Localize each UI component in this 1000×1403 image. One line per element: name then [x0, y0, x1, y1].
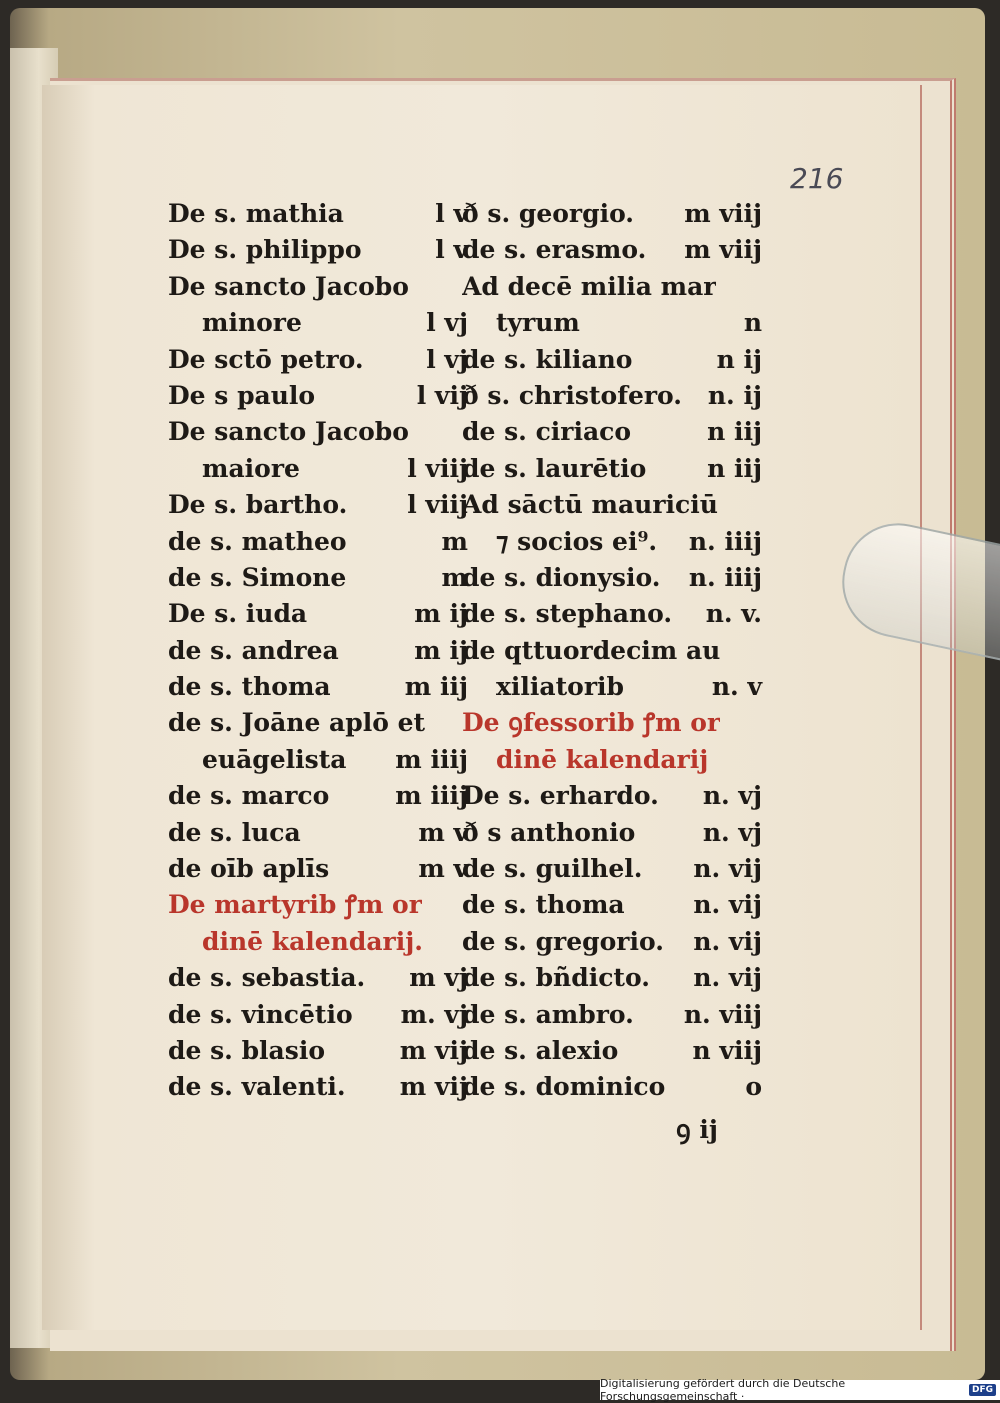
entry-folio-ref: l vj: [426, 308, 468, 338]
right-entry: [462, 378, 762, 414]
right-entry: [462, 924, 762, 960]
left-entry: [168, 524, 468, 560]
right-entry: [462, 269, 762, 305]
entry-folio-ref: m: [441, 526, 468, 556]
entry-folio-ref: n iij: [707, 417, 762, 447]
entry-label: maiore: [202, 453, 300, 483]
entry-folio-ref: n viij: [692, 1035, 762, 1065]
digitization-credit: [600, 1377, 1000, 1403]
entry-label: de s. blasio: [168, 1035, 325, 1065]
left-entry: [168, 269, 468, 305]
entry-label: de oīb aplīs: [168, 854, 330, 884]
entry-label: euāgelista: [202, 744, 347, 774]
entry-label: De sancto Jacobo: [168, 271, 409, 301]
entry-label: de qttuordecim au: [462, 635, 721, 665]
left-entry: [168, 1069, 468, 1105]
entry-label: de s. laurētio: [462, 453, 647, 483]
right-rubric-heading: [462, 705, 762, 741]
left-entry: [168, 487, 468, 523]
left-rubric-heading: [168, 924, 468, 960]
left-entry: [168, 633, 468, 669]
entry-label: de s. stephano.: [462, 599, 673, 629]
right-entry: [462, 633, 762, 669]
entry-label: minore: [202, 308, 302, 338]
dfg-logo: DFG: [969, 1384, 996, 1396]
left-entry: [168, 669, 468, 705]
right-entry: [462, 305, 762, 341]
right-entry: [462, 1069, 762, 1105]
entry-label: de s. ciriaco: [462, 417, 632, 447]
entry-label: ⁊ socios ei⁹.: [496, 526, 658, 556]
entry-label: De s. mathia: [168, 199, 344, 228]
entry-folio-ref: n. iiij: [688, 562, 762, 592]
entry-label: de s. Simone: [168, 562, 347, 592]
right-entry: [462, 851, 762, 887]
entry-folio-ref: n. vij: [693, 926, 762, 956]
entry-folio-ref: m vij: [399, 1072, 468, 1102]
entry-folio-ref: m. vj: [400, 999, 468, 1029]
entry-folio-ref: m viij: [684, 199, 762, 228]
entry-label: De s. bartho.: [168, 490, 348, 520]
entry-label: de s. dionysio.: [462, 562, 661, 592]
entry-label: De sctō petro.: [168, 344, 364, 374]
left-entry: [168, 705, 468, 741]
entry-label: De ꝯfessorib ꝭm or: [462, 708, 721, 738]
right-entry: [462, 560, 762, 596]
right-entry: [462, 342, 762, 378]
left-entry: [168, 997, 468, 1033]
entry-folio-ref: n. vij: [693, 963, 762, 993]
entry-label: de s. andrea: [168, 635, 339, 665]
entry-folio-ref: m ij: [414, 599, 468, 629]
left-entry: [168, 960, 468, 996]
right-rubric-heading: [462, 742, 762, 778]
entry-folio-ref: m ij: [414, 635, 468, 665]
entry-folio-ref: l vj: [426, 344, 468, 374]
left-entry: [168, 196, 468, 232]
left-entry: [168, 815, 468, 851]
entry-label: de s. dominico: [462, 1072, 666, 1102]
entry-label: de s. kiliano: [462, 344, 633, 374]
entry-label: Ad sāctū mauriciū: [462, 490, 718, 520]
left-entry: [168, 560, 468, 596]
entry-folio-ref: n. ij: [707, 380, 762, 410]
entry-folio-ref: n. vij: [693, 890, 762, 920]
entry-folio-ref: l v: [435, 235, 468, 265]
left-column: [168, 196, 468, 1106]
right-entry: [462, 887, 762, 923]
entry-folio-ref: l viij: [407, 453, 468, 483]
entry-folio-ref: m vij: [399, 1035, 468, 1065]
entry-folio-ref: n. viij: [683, 999, 762, 1029]
entry-folio-ref: m vj: [409, 963, 468, 993]
left-entry: [168, 414, 468, 450]
entry-label: de s. guilhel.: [462, 854, 643, 884]
entry-label: de s. Joāne aplō et: [168, 708, 426, 738]
entry-folio-ref: m iiij: [395, 744, 468, 774]
entry-label: ð s anthonio: [462, 817, 636, 847]
right-entry: [462, 414, 762, 450]
catchword: ꝯ ij: [676, 1115, 718, 1144]
right-entry: [462, 669, 762, 705]
entry-label: de s. ambro.: [462, 999, 634, 1029]
left-entry: [168, 1033, 468, 1069]
entry-folio-ref: m iiij: [395, 781, 468, 811]
entry-label: de s. bñdicto.: [462, 963, 650, 993]
entry-folio-ref: n. v: [711, 672, 762, 702]
right-entry: [462, 596, 762, 632]
right-entry: [462, 451, 762, 487]
entry-label: de s. sebastia.: [168, 963, 366, 993]
left-entry: [168, 378, 468, 414]
entry-label: de s. vincētio: [168, 999, 353, 1029]
entry-label: de s. gregorio.: [462, 926, 664, 956]
entry-folio-ref: n. iiij: [688, 526, 762, 556]
entry-label: De s. iuda: [168, 599, 308, 629]
entry-label: de s. alexio: [462, 1035, 619, 1065]
left-entry: [168, 778, 468, 814]
entry-folio-ref: n. vij: [693, 854, 762, 884]
right-entry: [462, 196, 762, 232]
entry-label: tyrum: [496, 308, 580, 338]
left-entry: [168, 305, 468, 341]
entry-folio-ref: m iij: [404, 672, 468, 702]
entry-folio-ref: m v: [418, 854, 468, 884]
entry-label: De s. philippo: [168, 235, 362, 265]
folio-number: 216: [790, 162, 844, 195]
entry-label: ð s. georgio.: [462, 199, 635, 228]
entry-folio-ref: n iij: [707, 453, 762, 483]
entry-folio-ref: l vij: [416, 380, 468, 410]
entry-label: De s. erhardo.: [462, 781, 659, 811]
entry-folio-ref: n: [743, 308, 762, 338]
left-entry: [168, 342, 468, 378]
entry-folio-ref: n. vj: [702, 817, 762, 847]
entry-folio-ref: m v: [418, 817, 468, 847]
entry-folio-ref: n ij: [716, 344, 762, 374]
entry-label: de s. thoma: [462, 890, 625, 920]
entry-label: De sancto Jacobo: [168, 417, 409, 447]
right-entry: [462, 997, 762, 1033]
entry-folio-ref: l v: [435, 199, 468, 228]
entry-label: Ad decē milia mar: [462, 271, 717, 301]
entry-label: dinē kalendarij: [496, 744, 709, 774]
entry-label: De s paulo: [168, 380, 316, 410]
entry-label: ð s. christofero.: [462, 380, 682, 410]
right-entry: [462, 232, 762, 268]
entry-folio-ref: m: [441, 562, 468, 592]
entry-label: dinē kalendarij.: [202, 926, 423, 956]
entry-label: de s. marco: [168, 781, 330, 811]
entry-folio-ref: o: [745, 1072, 762, 1102]
right-column: [462, 196, 762, 1106]
entry-label: xiliatorib: [496, 672, 624, 702]
entry-label: De martyrib ꝭm or: [168, 890, 422, 920]
right-entry: [462, 524, 762, 560]
right-entry: [462, 487, 762, 523]
left-entry: [168, 232, 468, 268]
entry-folio-ref: n. vj: [702, 781, 762, 811]
left-entry: [168, 851, 468, 887]
right-entry: [462, 960, 762, 996]
left-entry: [168, 742, 468, 778]
entry-folio-ref: l viij: [407, 490, 468, 520]
left-rubric-heading: [168, 887, 468, 923]
entry-label: de s. thoma: [168, 672, 331, 702]
entry-folio-ref: m viij: [684, 235, 762, 265]
entry-label: de s. valenti.: [168, 1072, 346, 1102]
right-entry: [462, 1033, 762, 1069]
right-entry: [462, 815, 762, 851]
entry-folio-ref: n. v.: [705, 599, 762, 629]
right-entry: [462, 778, 762, 814]
left-entry: [168, 596, 468, 632]
credit-text: Digitalisierung gefördert durch die Deutsche Forschungsgemeinschaft ·: [600, 1377, 846, 1403]
left-entry: [168, 451, 468, 487]
entry-label: de s. erasmo.: [462, 235, 647, 265]
entry-label: de s. luca: [168, 817, 301, 847]
entry-label: de s. matheo: [168, 526, 347, 556]
